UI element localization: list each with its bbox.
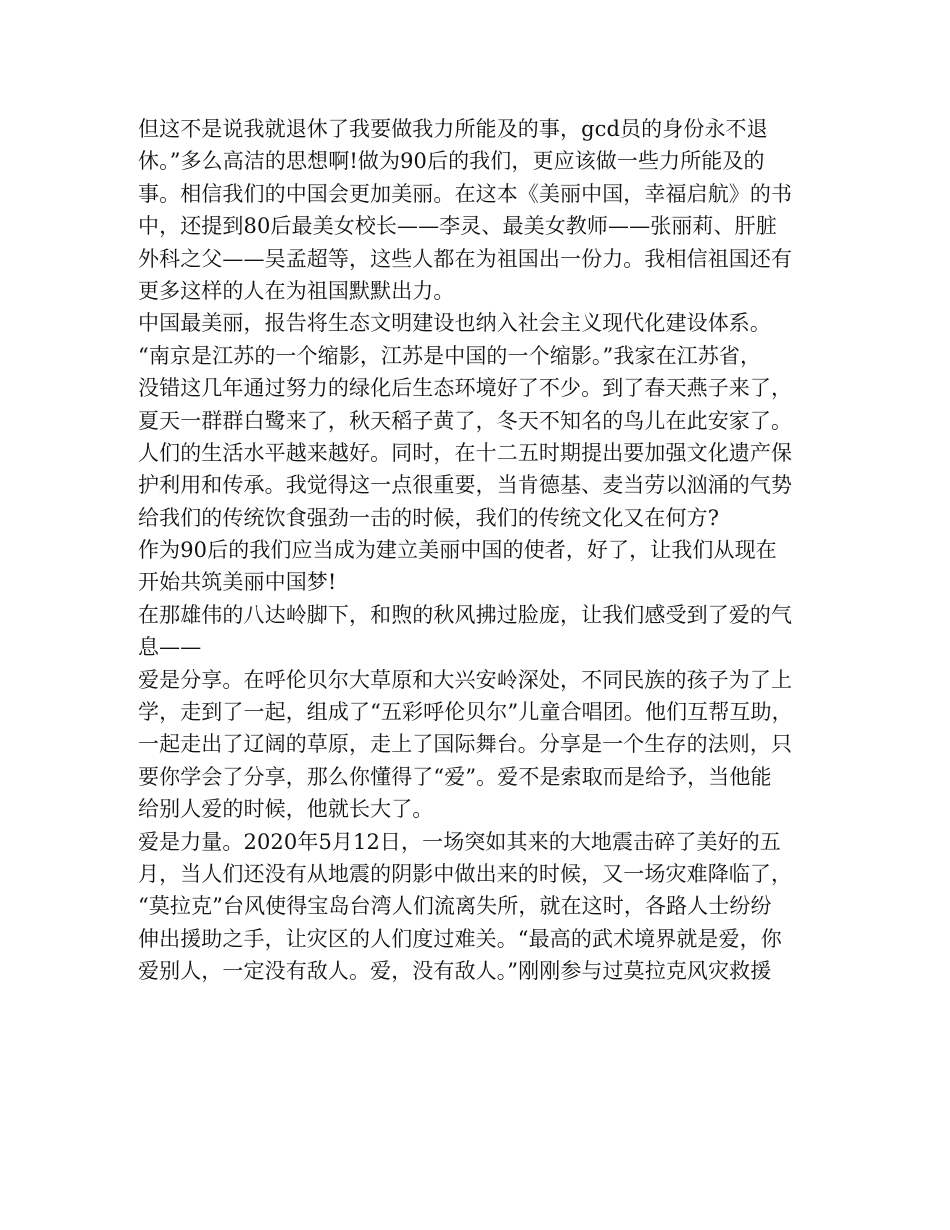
text-line: 在那雄伟的八达岭脚下，和煦的秋风拂过脸庞，让我们感受到了爱的气 <box>138 602 793 627</box>
text-line: 事。相信我们的中国会更加美丽。在这本《美丽中国，幸福启航》的书 <box>138 181 793 206</box>
text-line: 爱别人，一定没有敌人。爱，没有敌人。”刚刚参与过莫拉克风灾救援 <box>138 959 772 984</box>
text-line: 护利用和传承。我觉得这一点很重要，当肯德基、麦当劳以汹涌的气势 <box>138 473 793 498</box>
text-line: 休。”多么高洁的思想啊!做为90后的我们，更应该做一些力所能及的 <box>138 149 765 174</box>
text-line: 中，还提到80后最美女校长——李灵、最美女教师——张丽莉、肝脏 <box>138 214 777 239</box>
text-line: 给我们的传统饮食强劲一击的时候，我们的传统文化又在何方? <box>138 505 720 530</box>
text-line: 学，走到了一起，组成了“五彩呼伦贝尔”儿童合唱团。他们互帮互助， <box>138 700 793 725</box>
text-line: 外科之父——吴孟超等，这些人都在为祖国出一份力。我相信祖国还有 <box>138 246 793 271</box>
text-line: “南京是江苏的一个缩影，江苏是中国的一个缩影。”我家在江苏省， <box>138 343 762 368</box>
document-body <box>138 113 818 988</box>
text-line: 息—— <box>138 635 202 660</box>
text-line: 作为90后的我们应当成为建立美丽中国的使者，好了，让我们从现在 <box>138 538 777 563</box>
text-line: 中国最美丽，报告将生态文明建设也纳入社会主义现代化建设体系。 <box>138 311 771 336</box>
text-line: 但这不是说我就退休了我要做我力所能及的事，gcd员的身份永不退 <box>138 117 768 141</box>
text-line: 一起走出了辽阔的草原，走上了国际舞台。分享是一个生存的法则，只 <box>138 732 793 757</box>
text-line: 要你学会了分享，那么你懂得了“爱”。爱不是索取而是给予，当他能 <box>138 764 772 789</box>
text-line: 爱是力量。2020年5月12日，一场突如其来的大地震击碎了美好的五 <box>138 829 781 854</box>
text-line: 人们的生活水平越来越好。同时，在十二五时期提出要加强文化遗产保 <box>138 440 793 465</box>
text-line: 没错这几年通过努力的绿化后生态环境好了不少。到了春天燕子来了， <box>138 376 793 401</box>
text-line: 给别人爱的时候，他就长大了。 <box>138 797 434 822</box>
text-line: 夏天一群群白鹭来了，秋天稻子黄了，冬天不知名的鸟儿在此安家了。 <box>138 408 793 433</box>
text-line: 爱是分享。在呼伦贝尔大草原和大兴安岭深处，不同民族的孩子为了上 <box>138 667 793 692</box>
text-line: 更多这样的人在为祖国默默出力。 <box>138 278 455 303</box>
text-line: 伸出援助之手，让灾区的人们度过难关。“最高的武术境界就是爱，你 <box>138 926 782 951</box>
text-line: 月，当人们还没有从地震的阴影中做出来的时候，又一场灾难降临了， <box>138 861 793 886</box>
text-line: “莫拉克”台风使得宝岛台湾人们流离失所，就在这时，各路人士纷纷 <box>138 894 772 919</box>
text-line: 开始共筑美丽中国梦! <box>138 570 337 595</box>
